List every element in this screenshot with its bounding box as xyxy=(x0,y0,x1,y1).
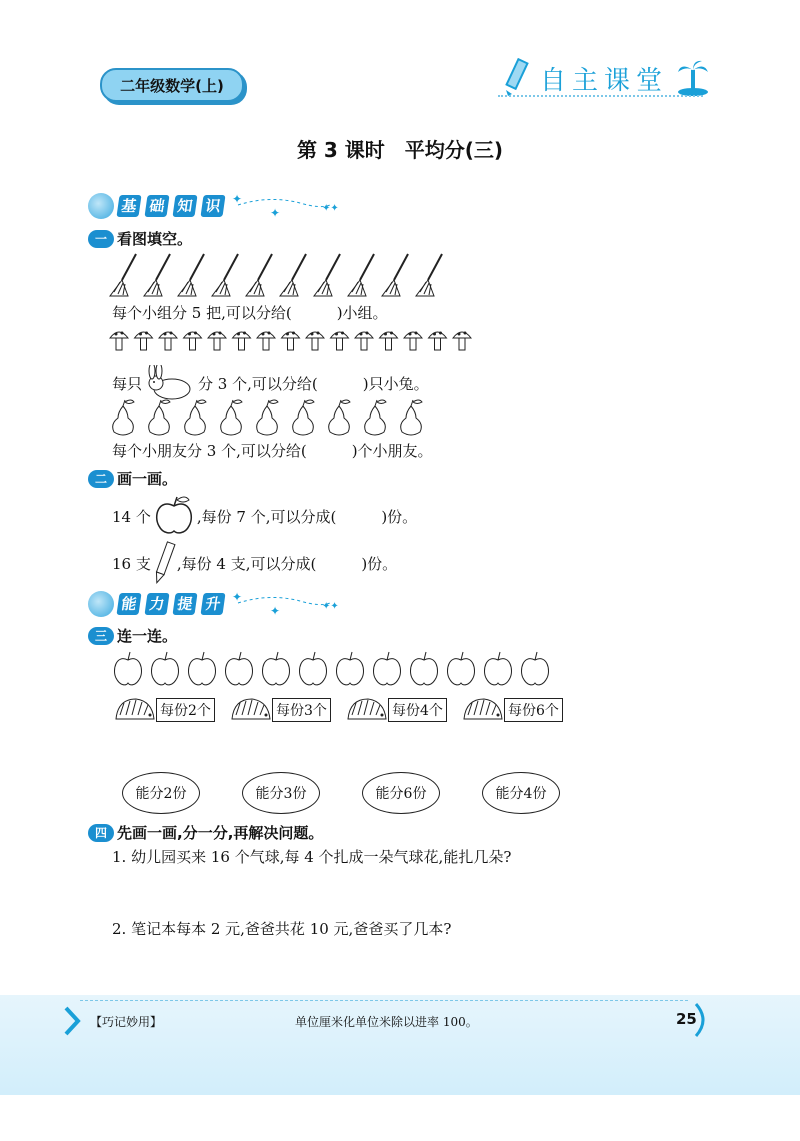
pear-icon xyxy=(185,400,206,435)
sparkle-decoration-icon xyxy=(230,591,340,617)
mushroom-row xyxy=(108,326,498,354)
pear-icon xyxy=(113,400,134,435)
section-basic-title: 基 础 知 识 xyxy=(118,195,230,217)
mushroom-icon xyxy=(282,332,300,351)
svg-text:✦: ✦ xyxy=(270,206,281,219)
pear-icon xyxy=(221,400,242,435)
hedgehog-label: 每份3个 xyxy=(272,698,331,722)
hedgehog-label: 每份4个 xyxy=(388,698,447,722)
mushroom-icon xyxy=(355,332,373,351)
mushroom-icon xyxy=(257,332,275,351)
page-number: 25 xyxy=(676,1010,697,1028)
q2-line2-suffix: ,每份 4 支,可以分成( )份。 xyxy=(176,554,398,573)
q2-number: 二 xyxy=(88,470,114,488)
mushroom-icon xyxy=(306,332,324,351)
svg-text:✦✦: ✦✦ xyxy=(322,601,339,612)
mushroom-icon xyxy=(110,332,128,351)
hedgehog-card-1 xyxy=(112,695,215,725)
q1-line1: 每个小组分 5 把,可以分给( )小组。 xyxy=(112,304,388,322)
q4-number: 四 xyxy=(88,824,114,842)
q1-line2-prefix: 每只 xyxy=(112,374,143,393)
lesson-title: 第 3 课时 平均分(三) xyxy=(296,138,504,162)
rabbit-icon xyxy=(142,365,198,401)
mushroom-icon xyxy=(208,332,226,351)
mushroom-icon xyxy=(331,332,349,351)
broom-icon xyxy=(416,254,442,296)
hedgehog-icon xyxy=(112,695,156,725)
hedgehog-label: 每份6个 xyxy=(504,698,563,722)
broom-icon xyxy=(212,254,238,296)
hedgehog-card-2 xyxy=(228,695,331,725)
hedgehog-icon xyxy=(344,695,388,725)
svg-text:✦: ✦ xyxy=(232,193,243,206)
pear-icon xyxy=(293,400,314,435)
palm-tree-icon xyxy=(676,58,710,96)
q2-title: 画一画。 xyxy=(117,470,178,488)
apple-answer-oval[interactable]: 能分4份 xyxy=(482,772,560,814)
q2-heading xyxy=(88,468,177,489)
pear-icon xyxy=(257,400,278,435)
apple-icon xyxy=(485,652,512,685)
broom-icon xyxy=(178,254,204,296)
apple-icon xyxy=(300,652,327,685)
broom-icon xyxy=(144,254,170,296)
q4-title: 先画一画,分一分,再解决问题。 xyxy=(117,824,324,842)
q2-line1-suffix: ,每份 7 个,可以分成( )份。 xyxy=(196,507,418,526)
pear-row xyxy=(108,398,448,438)
mushroom-icon xyxy=(135,332,153,351)
chevron-right-icon xyxy=(62,1006,82,1036)
broom-icon xyxy=(280,254,306,296)
broom-icon xyxy=(110,254,136,296)
q2-line1 xyxy=(112,494,417,538)
svg-text:✦✦: ✦✦ xyxy=(322,203,339,214)
mushroom-icon xyxy=(184,332,202,351)
q1-number: 一 xyxy=(88,230,114,248)
apple-icon xyxy=(448,652,475,685)
section-ability-title: 能 力 提 升 xyxy=(118,593,230,615)
mushroom-icon xyxy=(233,332,251,351)
sparkle-decoration-icon xyxy=(230,193,340,219)
apple-outline-icon xyxy=(151,494,197,538)
mushroom-icon xyxy=(380,332,398,351)
apple-icon xyxy=(189,652,216,685)
apple-answer-oval[interactable]: 能分2份 xyxy=(122,772,200,814)
q3-number: 三 xyxy=(88,627,114,645)
apple-icon xyxy=(522,652,549,685)
apple-icon xyxy=(411,652,438,685)
hedgehog-icon xyxy=(228,695,272,725)
apple-icon xyxy=(263,652,290,685)
svg-text:✦: ✦ xyxy=(270,604,281,617)
pear-icon xyxy=(329,400,350,435)
header-divider xyxy=(498,95,703,97)
globe-icon xyxy=(88,591,114,617)
apple-icon xyxy=(115,652,142,685)
mushroom-icon xyxy=(453,332,471,351)
grade-label: 二年级数学(上) xyxy=(100,68,244,102)
q1-title: 看图填空。 xyxy=(117,230,193,248)
broom-icon xyxy=(382,254,408,296)
q1-line3: 每个小朋友分 3 个,可以分给( )个小朋友。 xyxy=(112,442,433,460)
q2-line2 xyxy=(112,540,397,586)
apple-answer-oval[interactable]: 能分3份 xyxy=(242,772,320,814)
pencil-icon xyxy=(498,58,538,98)
broom-icon xyxy=(246,254,272,296)
q3-title: 连一连。 xyxy=(117,627,178,645)
section-ability-banner xyxy=(88,591,340,617)
hedgehog-card-4 xyxy=(460,695,563,725)
apple-icon xyxy=(226,652,253,685)
apple-answer-oval[interactable]: 能分6份 xyxy=(362,772,440,814)
section-basic-banner xyxy=(88,193,340,219)
apple-icon xyxy=(337,652,364,685)
apple-icon xyxy=(374,652,401,685)
q1-heading xyxy=(88,228,192,249)
hedgehog-label: 每份2个 xyxy=(156,698,215,722)
footer-text: 单位厘米化单位米除以进率 100。 xyxy=(295,1015,478,1029)
broom-icon xyxy=(348,254,374,296)
mushroom-icon xyxy=(159,332,177,351)
apple-row xyxy=(110,650,570,690)
q4-problem-1: 1. 幼儿园买来 16 个气球,每 4 个扎成一朵气球花,能扎几朵? xyxy=(112,848,512,866)
q3-heading xyxy=(88,625,177,646)
mushroom-icon xyxy=(429,332,447,351)
footer-divider xyxy=(80,1000,688,1001)
globe-icon xyxy=(88,193,114,219)
q2-line1-prefix: 14 个 xyxy=(112,507,151,526)
broom-row xyxy=(108,252,458,300)
hedgehog-icon xyxy=(460,695,504,725)
q1-line2-suffix: 分 3 个,可以分给( )只小兔。 xyxy=(198,374,429,393)
footer-tip: 【巧记妙用】 xyxy=(90,1015,163,1029)
pencil-outline-icon xyxy=(151,540,177,586)
hedgehog-card-3 xyxy=(344,695,447,725)
pear-icon xyxy=(365,400,386,435)
q4-heading xyxy=(88,822,323,843)
apple-icon xyxy=(152,652,179,685)
broom-icon xyxy=(314,254,340,296)
mushroom-icon xyxy=(404,332,422,351)
pear-icon xyxy=(401,400,422,435)
q1-line2 xyxy=(112,365,429,401)
svg-text:✦: ✦ xyxy=(232,591,243,604)
brand-title: 自主课堂 xyxy=(540,66,669,96)
q4-problem-2: 2. 笔记本每本 2 元,爸爸共花 10 元,爸爸买了几本? xyxy=(112,920,452,938)
q2-line2-prefix: 16 支 xyxy=(112,554,151,573)
pear-icon xyxy=(149,400,170,435)
